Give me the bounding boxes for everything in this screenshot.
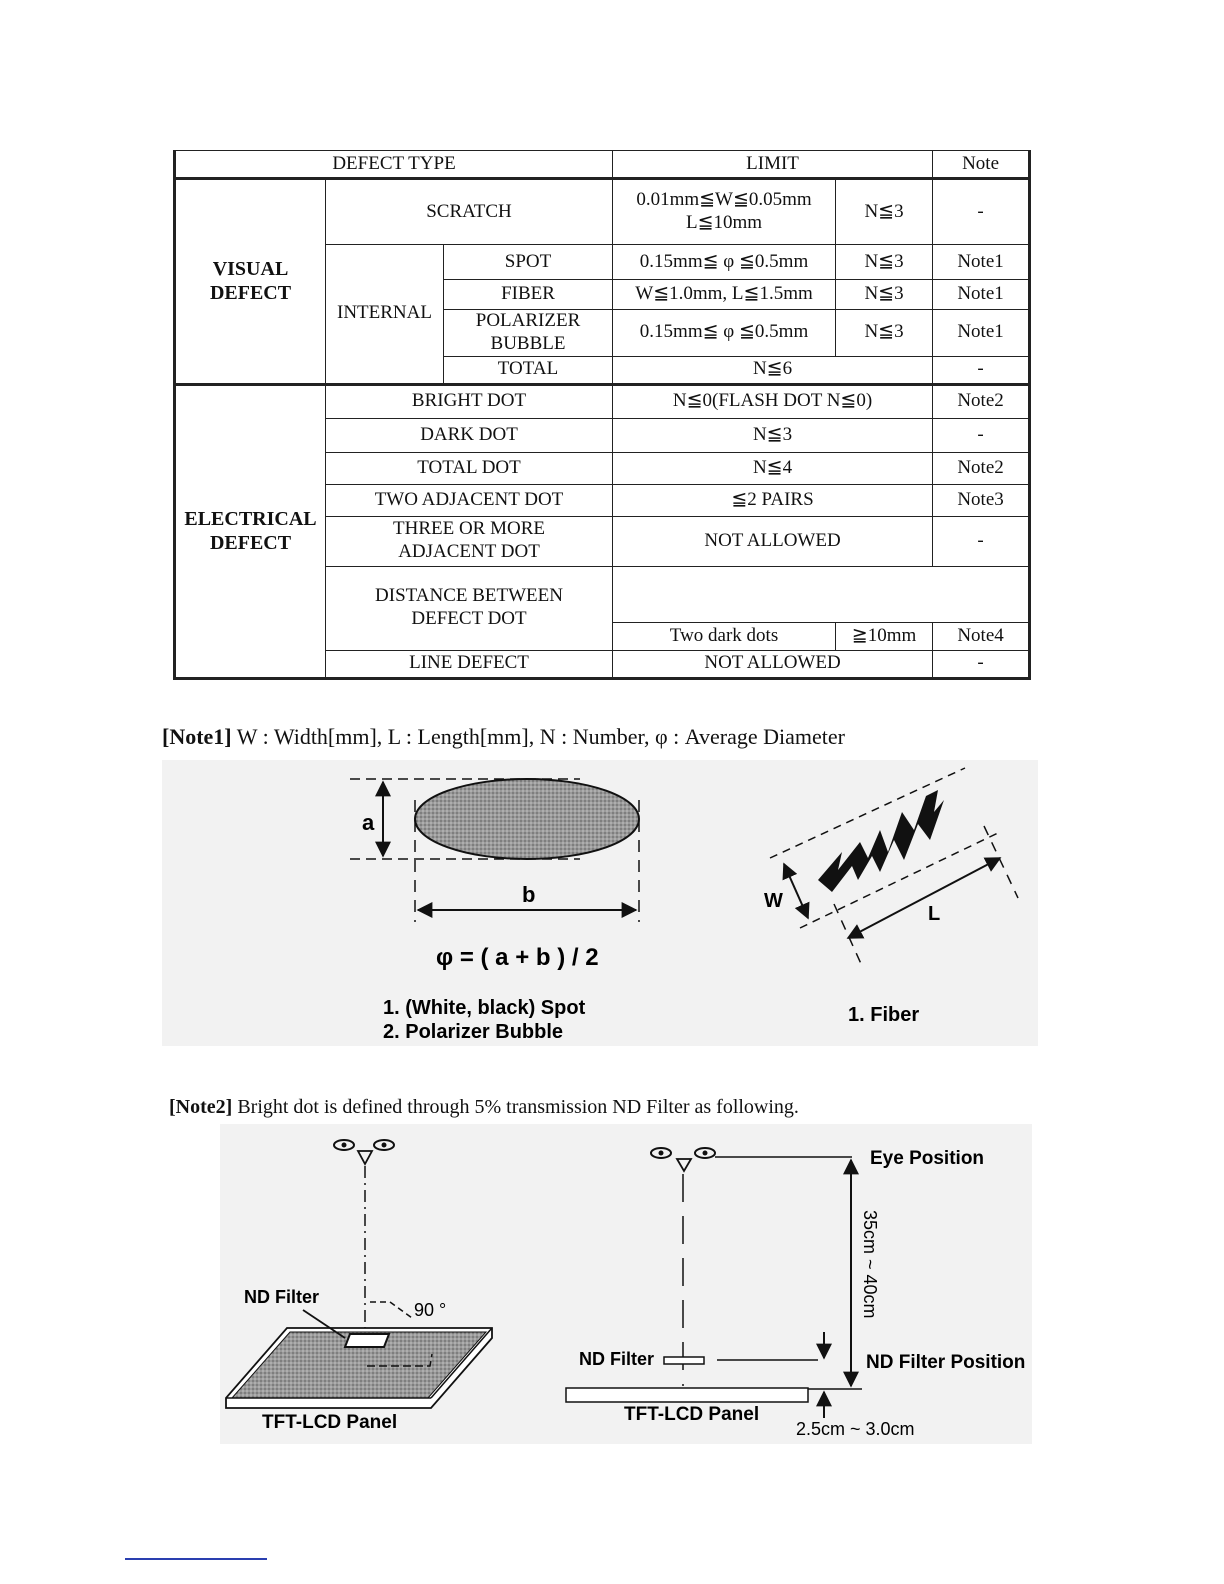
distance-sub-value: ≧10mm	[836, 622, 933, 650]
right-eye	[651, 1148, 715, 1171]
scratch-count: N≦3	[836, 179, 933, 245]
fiber-limit: W≦1.0mm, L≦1.5mm	[613, 280, 836, 310]
spot-limit: 0.15mm≦ φ ≦0.5mm	[613, 245, 836, 280]
right-nose-icon	[677, 1159, 691, 1171]
line-defect-name: LINE DEFECT	[326, 650, 613, 678]
three-adjacent-name: THREE OR MORE ADJACENT DOT	[326, 516, 613, 566]
panel-left-label: TFT-LCD Panel	[262, 1412, 398, 1433]
bright-dot-limit: N≦0(FLASH DOT N≦0)	[613, 384, 933, 418]
scratch-limit: 0.01mm≦W≦0.05mm L≦10mm	[613, 179, 836, 245]
two-adjacent-name: TWO ADJACENT DOT	[326, 484, 613, 516]
spot-item-1: 1. (White, black) Spot	[383, 997, 586, 1019]
nd-filter-right-shape	[664, 1357, 704, 1364]
polarizer-count: N≦3	[836, 310, 933, 357]
bright-dot-name: BRIGHT DOT	[326, 384, 613, 418]
angle-label: 90 °	[414, 1300, 447, 1320]
label-w: W	[764, 890, 783, 912]
distance-name: DISTANCE BETWEEN DEFECT DOT	[326, 566, 613, 650]
total-dot-limit: N≦4	[613, 452, 933, 484]
header-defect-type: DEFECT TYPE	[175, 151, 613, 179]
note1-text: W : Width[mm], L : Length[mm], N : Number, φ : Average Diameter	[231, 724, 845, 749]
internal-label: INTERNAL	[326, 245, 444, 385]
left-eye	[334, 1140, 394, 1164]
spot-note: Note1	[933, 245, 1030, 280]
note2-tag: [Note2]	[169, 1096, 233, 1118]
diameter-formula: φ = ( a + b ) / 2	[436, 944, 599, 971]
scratch-name: SCRATCH	[326, 179, 613, 245]
polarizer-note: Note1	[933, 310, 1030, 357]
distance-note: Note4	[933, 622, 1030, 650]
scratch-note: -	[933, 179, 1030, 245]
three-adjacent-note: -	[933, 516, 1030, 566]
total-dot-note: Note2	[933, 452, 1030, 484]
electrical-defect-group: ELECTRICAL DEFECT	[175, 384, 326, 678]
left-nose-icon	[358, 1151, 372, 1164]
dark-dot-limit: N≦3	[613, 418, 933, 452]
dark-dot-name: DARK DOT	[326, 418, 613, 452]
visual-total-name: TOTAL	[444, 356, 613, 384]
label-b: b	[522, 882, 536, 907]
fiber-count: N≦3	[836, 280, 933, 310]
spot-count: N≦3	[836, 245, 933, 280]
distance-sub-label: Two dark dots	[613, 622, 836, 650]
polarizer-name: POLARIZER BUBBLE	[444, 310, 613, 357]
label-l: L	[928, 903, 941, 925]
visual-total-note: -	[933, 356, 1030, 384]
footnote-rule	[125, 1558, 267, 1560]
fiber-item: 1. Fiber	[848, 1004, 920, 1026]
header-limit: LIMIT	[613, 151, 933, 179]
nd-filter-left-shape	[345, 1334, 389, 1347]
tft-panel-side	[566, 1388, 808, 1402]
three-adjacent-limit: NOT ALLOWED	[613, 516, 933, 566]
two-adjacent-note: Note3	[933, 484, 1030, 516]
label-a: a	[362, 810, 375, 835]
fiber-note: Note1	[933, 280, 1030, 310]
nd-filter-left-label: ND Filter	[244, 1287, 320, 1307]
nd-filter-right-label: ND Filter	[579, 1349, 655, 1369]
angle-arc	[370, 1302, 412, 1318]
note2-text: Bright dot is defined through 5% transmission ND Filter as following.	[232, 1096, 799, 1118]
spot-item-2: 2. Polarizer Bubble	[383, 1021, 564, 1043]
eye-position-label: Eye Position	[870, 1148, 985, 1169]
header-note: Note	[933, 151, 1030, 179]
visual-total-limit: N≦6	[613, 356, 933, 384]
two-adjacent-limit: ≦2 PAIRS	[613, 484, 933, 516]
dark-dot-note: -	[933, 418, 1030, 452]
bright-dot-note: Note2	[933, 384, 1030, 418]
line-defect-note: -	[933, 650, 1030, 678]
nd-filter-position-label: ND Filter Position	[866, 1352, 1026, 1373]
visual-defect-group: VISUAL DEFECT	[175, 179, 326, 385]
spot-name: SPOT	[444, 245, 613, 280]
panel-right-label: TFT-LCD Panel	[624, 1404, 760, 1425]
fiber-name: FIBER	[444, 280, 613, 310]
note1-tag: [Note1]	[162, 724, 232, 749]
eye-distance-label: 35cm ~ 40cm	[860, 1210, 880, 1319]
total-dot-name: TOTAL DOT	[326, 452, 613, 484]
line-defect-limit: NOT ALLOWED	[613, 650, 933, 678]
polarizer-limit: 0.15mm≦ φ ≦0.5mm	[613, 310, 836, 357]
filter-distance-label: 2.5cm ~ 3.0cm	[796, 1419, 915, 1439]
